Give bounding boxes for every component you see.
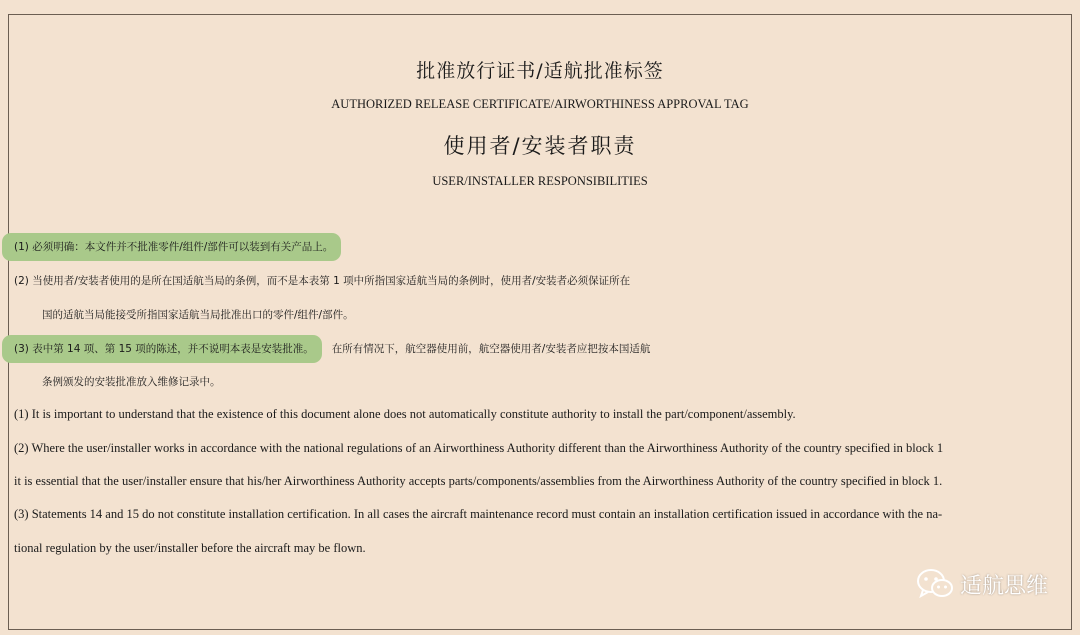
highlight-cn-item-3: (3) 表中第 14 项、第 15 项的陈述，并不说明本表是安装批准。 xyxy=(2,335,322,363)
document-title-cn: 批准放行证书/适航批准标签 xyxy=(416,60,664,82)
cn-item-3-line-2: 条例颁发的安装批准放入维修记录中。 xyxy=(42,376,221,388)
en-item-3-line-2: tional regulation by the user/installer before the aircraft may be flown. xyxy=(14,541,366,555)
section-title-en: USER/INSTALLER RESPONSIBILITIES xyxy=(432,174,648,188)
document-title-en: AUTHORIZED RELEASE CERTIFICATE/AIRWORTHINESS APPROVAL TAG xyxy=(331,97,749,111)
en-item-2-line-1: (2) Where the user/installer works in accordance with the national regulations of an Airworthiness Authority different than the Airworthiness Authority of the country specified in block 1 xyxy=(14,441,944,455)
watermark xyxy=(916,568,1048,600)
cn-item-2-line-1: (2) 当使用者/安装者使用的是所在国适航当局的条例，而不是本表第 1 项中所指国家适航当局的条例时，使用者/安装者必须保证所在 xyxy=(14,275,631,287)
cn-item-3-rest: 在所有情况下，航空器使用前，航空器使用者/安装者应把按本国适航 xyxy=(331,343,651,355)
section-title-cn: 使用者/安装者职责 xyxy=(443,134,637,158)
en-item-2-line-2: it is essential that the user/installer ensure that his/her Airworthiness Authority accepts parts/components/assemblies from the Airworthiness Authority of the country specified in block 1. xyxy=(14,474,943,488)
cn-item-1 xyxy=(14,240,341,254)
cn-item-2-line-2: 国的适航当局能接受所指国家适航当局批准出口的零件/组件/部件。 xyxy=(42,309,354,321)
en-item-1: (1) It is important to understand that the existence of this document alone does not automatically constitute authority to install the part/component/assembly. xyxy=(14,407,796,421)
highlight-cn-item-1: (1) 必须明确：本文件并不批准零件/组件/部件可以装到有关产品上。 xyxy=(2,233,341,261)
wechat-icon xyxy=(916,568,954,600)
en-item-3-line-1: (3) Statements 14 and 15 do not constitute installation certification. In all cases the aircraft maintenance record must contain an installation certification issued in accordance with the na- xyxy=(14,507,943,521)
watermark-text: 适航思维 xyxy=(959,573,1048,599)
cn-item-3-line-1 xyxy=(14,342,650,356)
